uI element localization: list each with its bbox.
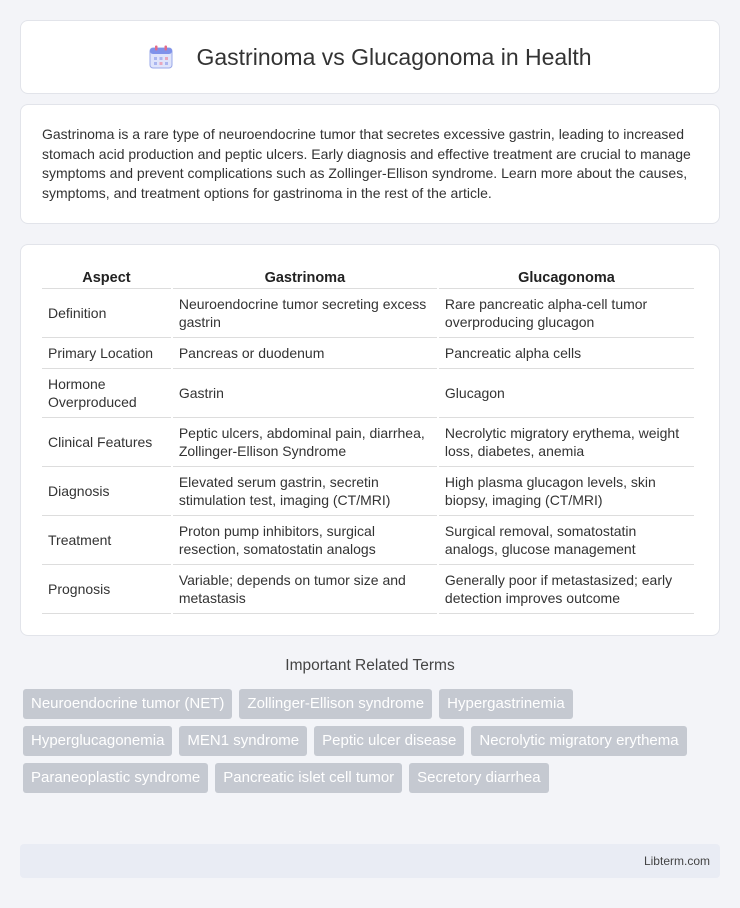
comparison-card: [20, 244, 720, 636]
term-tag[interactable]: Paraneoplastic syndrome: [23, 763, 208, 793]
footer-link[interactable]: Libterm.com: [643, 854, 710, 868]
glucagonoma-cell: Surgical removal, somatostatin analogs, glucose management: [439, 516, 694, 565]
gastrinoma-cell: Elevated serum gastrin, secretin stimulation test, imaging (CT/MRI): [173, 467, 437, 516]
aspect-cell: Clinical Features: [42, 418, 171, 467]
glucagonoma-cell: Necrolytic migratory erythema, weight loss, diabetes, anemia: [439, 418, 694, 467]
intro-card: [20, 104, 720, 224]
glucagonoma-cell: Glucagon: [439, 369, 694, 418]
glucagonoma-cell: High plasma glucagon levels, skin biopsy, imaging (CT/MRI): [439, 467, 694, 516]
gastrinoma-cell: Variable; depends on tumor size and metastasis: [173, 565, 437, 614]
aspect-cell: Treatment: [42, 516, 171, 565]
aspect-cell: Definition: [42, 289, 171, 338]
related-terms-list: [23, 689, 723, 800]
table-row: [42, 467, 694, 516]
gastrinoma-cell: Neuroendocrine tumor secreting excess gastrin: [173, 289, 437, 338]
page-title: Gastrinoma vs Glucagonoma in Health: [196, 43, 592, 70]
table-row: [42, 565, 694, 614]
calendar-icon: [148, 44, 174, 70]
related-terms-title: Important Related Terms: [285, 657, 455, 674]
gastrinoma-cell: Gastrin: [173, 369, 437, 418]
glucagonoma-cell: Generally poor if metastasized; early detection improves outcome: [439, 565, 694, 614]
term-tag[interactable]: Hypergastrinemia: [439, 689, 573, 719]
gastrinoma-cell: Peptic ulcers, abdominal pain, diarrhea, Zollinger-Ellison Syndrome: [173, 418, 437, 467]
term-tag[interactable]: Peptic ulcer disease: [314, 726, 464, 756]
table-row: [42, 289, 694, 338]
term-tag[interactable]: Pancreatic islet cell tumor: [215, 763, 402, 793]
gastrinoma-cell: Proton pump inhibitors, surgical resection, somatostatin analogs: [173, 516, 437, 565]
header-aspect: Aspect: [42, 265, 171, 289]
table-row: [42, 338, 694, 369]
aspect-cell: Prognosis: [42, 565, 171, 614]
header-glucagonoma: Glucagonoma: [439, 265, 694, 289]
aspect-cell: Hormone Overproduced: [42, 369, 171, 418]
term-tag[interactable]: MEN1 syndrome: [179, 726, 307, 756]
aspect-cell: Diagnosis: [42, 467, 171, 516]
table-header-row: [42, 265, 694, 289]
glucagonoma-cell: Pancreatic alpha cells: [439, 338, 694, 369]
term-tag[interactable]: Neuroendocrine tumor (NET): [23, 689, 232, 719]
table-row: [42, 369, 694, 418]
term-tag[interactable]: Secretory diarrhea: [409, 763, 548, 793]
intro-text: Gastrinoma is a rare type of neuroendocrine tumor that secretes excessive gastrin, leading to increased stomach acid production and peptic ulcers. Early diagnosis and effective treatment are crucial to manage symptoms and prevent complications such as Zollinger-Ellison syndrome. Learn more about the causes, symptoms, and treatment options for gastrinoma in the rest of the article.: [42, 126, 691, 201]
term-tag[interactable]: Necrolytic migratory erythema: [471, 726, 686, 756]
table-row: [42, 516, 694, 565]
term-tag[interactable]: Hyperglucagonemia: [23, 726, 172, 756]
glucagonoma-cell: Rare pancreatic alpha-cell tumor overproducing glucagon: [439, 289, 694, 338]
aspect-cell: Primary Location: [42, 338, 171, 369]
footer: [20, 844, 720, 878]
comparison-table: [40, 265, 696, 614]
gastrinoma-cell: Pancreas or duodenum: [173, 338, 437, 369]
table-row: [42, 418, 694, 467]
header-gastrinoma: Gastrinoma: [173, 265, 437, 289]
page-header: [20, 20, 720, 94]
term-tag[interactable]: Zollinger-Ellison syndrome: [239, 689, 432, 719]
